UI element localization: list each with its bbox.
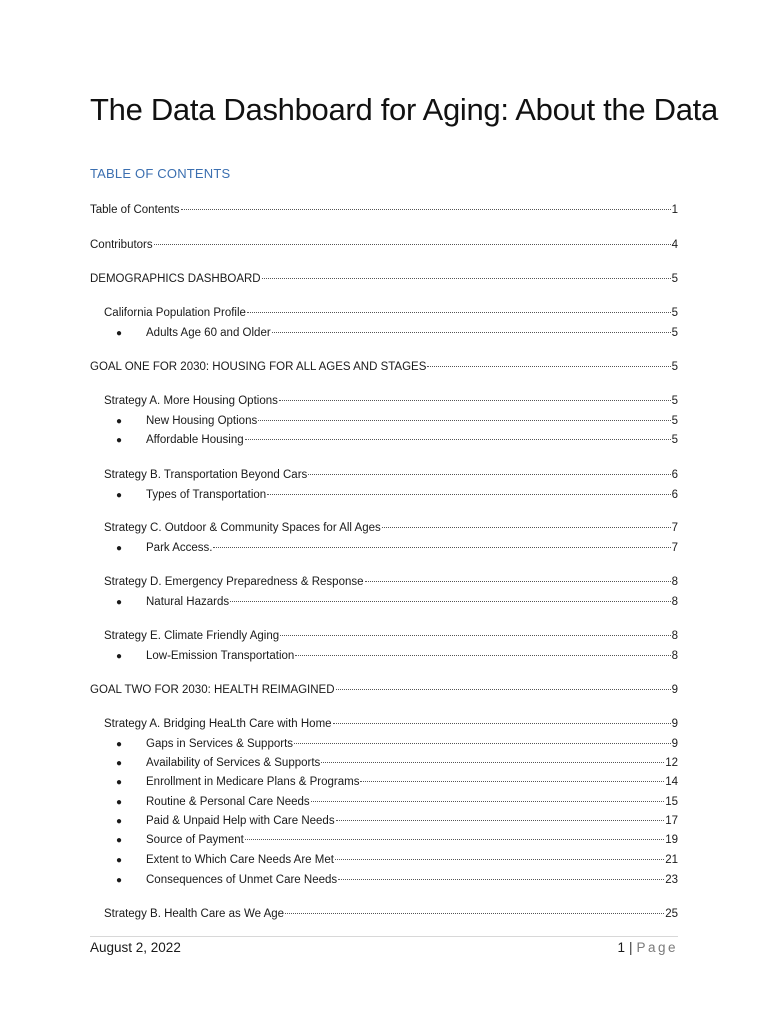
toc-entry[interactable]: [116, 487, 678, 503]
footer-page-indicator: [617, 940, 678, 955]
toc-page-number: 6: [671, 489, 678, 501]
toc-entry-text: Strategy A. Bridging HeaLth Care with Home: [104, 718, 332, 730]
bullet-icon: ●: [116, 597, 123, 608]
toc-entry[interactable]: [90, 359, 678, 375]
toc-page-number: 7: [671, 542, 678, 554]
toc-entry-text: Park Access.: [146, 542, 213, 554]
toc-page-number: 4: [671, 239, 678, 251]
toc-entry[interactable]: [116, 794, 678, 810]
bullet-icon: ●: [116, 816, 123, 827]
toc-entry[interactable]: [90, 237, 678, 253]
toc-entry-text: Strategy B. Transportation Beyond Cars: [104, 469, 308, 481]
dot-leader: [285, 912, 664, 914]
toc-page-number: 12: [665, 757, 678, 769]
dot-leader: [335, 858, 664, 860]
toc-entry[interactable]: [116, 813, 678, 829]
toc-page-number: 5: [671, 415, 678, 427]
dot-leader: [333, 722, 671, 724]
dot-leader: [338, 878, 664, 880]
toc-page-number: 9: [671, 684, 678, 696]
dot-leader: [321, 761, 664, 763]
toc-entry-text: Adults Age 60 and Older: [146, 327, 271, 339]
bullet-icon: ●: [116, 328, 123, 339]
toc-entry-text: Strategy C. Outdoor & Community Spaces for All Ages: [104, 522, 381, 534]
toc-entry-text: Strategy B. Health Care as We Age: [104, 908, 285, 920]
toc-page-number: 5: [671, 307, 678, 319]
dot-leader: [230, 600, 671, 602]
dot-leader: [279, 399, 671, 401]
toc-page-number: 14: [665, 776, 678, 788]
toc-entry[interactable]: [116, 872, 678, 888]
toc-page-number: 5: [671, 395, 678, 407]
toc-entry[interactable]: [90, 271, 678, 287]
toc-entry[interactable]: [116, 736, 678, 752]
bullet-icon: ●: [116, 651, 123, 662]
dot-leader: [360, 780, 664, 782]
toc-entry-text: Strategy D. Emergency Preparedness & Response: [104, 576, 364, 588]
toc-page-number: 25: [665, 908, 678, 920]
toc-entry[interactable]: [116, 648, 678, 664]
toc-page-number: 1: [671, 204, 678, 216]
toc-entry-text: Routine & Personal Care Needs: [146, 796, 310, 808]
toc-entry[interactable]: [104, 906, 678, 922]
toc-entry[interactable]: [104, 716, 678, 732]
dot-leader: [382, 526, 671, 528]
document-title: The Data Dashboard for Aging: About the Data: [90, 92, 718, 127]
bullet-icon: ●: [116, 777, 123, 788]
dot-leader: [295, 654, 670, 656]
toc-entry[interactable]: [104, 467, 678, 483]
toc-entry[interactable]: [116, 325, 678, 341]
dot-leader: [311, 800, 665, 802]
toc-entry[interactable]: [90, 202, 678, 218]
toc-page-number: 7: [671, 522, 678, 534]
toc-entry[interactable]: [116, 413, 678, 429]
bullet-icon: ●: [116, 739, 123, 750]
toc-entry[interactable]: [116, 755, 678, 771]
toc-entry-text: Affordable Housing: [146, 434, 244, 446]
toc-page-number: 21: [665, 854, 678, 866]
toc-page-number: 5: [671, 434, 678, 446]
bullet-icon: ●: [116, 435, 123, 446]
toc-entry-text: GOAL ONE FOR 2030: HOUSING FOR ALL AGES AND STAGES: [90, 361, 427, 373]
toc-page-number: 6: [671, 469, 678, 481]
dot-leader: [272, 331, 671, 333]
dot-leader: [308, 473, 670, 475]
toc-page-number: 9: [671, 718, 678, 730]
toc-heading: TABLE OF CONTENTS: [90, 166, 231, 181]
toc-entry[interactable]: [116, 594, 678, 610]
toc-entry[interactable]: [104, 393, 678, 409]
bullet-icon: ●: [116, 855, 123, 866]
dot-leader: [247, 311, 671, 313]
dot-leader: [213, 546, 670, 548]
dot-leader: [294, 742, 671, 744]
toc-entry-text: California Population Profile: [104, 307, 246, 319]
toc-entry-text: GOAL TWO FOR 2030: HEALTH REIMAGINED: [90, 684, 335, 696]
toc-entry-text: Contributors: [90, 239, 153, 251]
toc-page-number: 5: [671, 327, 678, 339]
toc-page-number: 9: [671, 738, 678, 750]
footer-divider: [90, 936, 678, 937]
toc-entry-text: DEMOGRAPHICS DASHBOARD: [90, 273, 261, 285]
toc-entry-text: Paid & Unpaid Help with Care Needs: [146, 815, 335, 827]
bullet-icon: ●: [116, 758, 123, 769]
dot-leader: [181, 208, 671, 210]
dot-leader: [267, 493, 670, 495]
toc-entry-text: Low-Emission Transportation: [146, 650, 295, 662]
toc-entry[interactable]: [104, 628, 678, 644]
toc-page-number: 8: [671, 650, 678, 662]
toc-page-number: 23: [665, 874, 678, 886]
dot-leader: [258, 419, 670, 421]
toc-entry-text: Gaps in Services & Supports: [146, 738, 294, 750]
toc-page-number: 8: [671, 576, 678, 588]
toc-entry[interactable]: [116, 832, 678, 848]
toc-page-number: 5: [671, 361, 678, 373]
bullet-icon: ●: [116, 543, 123, 554]
toc-entry[interactable]: [104, 574, 678, 590]
toc-entry-text: Source of Payment: [146, 834, 244, 846]
bullet-icon: ●: [116, 835, 123, 846]
toc-page-number: 8: [671, 630, 678, 642]
toc-page-number: 19: [665, 834, 678, 846]
toc-page-number: 5: [671, 273, 678, 285]
toc-entry-text: Strategy E. Climate Friendly Aging: [104, 630, 280, 642]
toc-entry-text: Extent to Which Care Needs Are Met: [146, 854, 334, 866]
bullet-icon: ●: [116, 490, 123, 501]
toc-entry-text: Availability of Services & Supports: [146, 757, 321, 769]
toc-entry[interactable]: [104, 520, 678, 536]
toc-page-number: 15: [665, 796, 678, 808]
footer-page-word: Page: [636, 940, 678, 955]
toc-entry-text: New Housing Options: [146, 415, 258, 427]
dot-leader: [280, 634, 670, 636]
footer-date: August 2, 2022: [90, 940, 181, 955]
bullet-icon: ●: [116, 416, 123, 427]
footer-separator: |: [628, 940, 633, 955]
toc-entry-text: Types of Transportation: [146, 489, 267, 501]
dot-leader: [245, 838, 664, 840]
dot-leader: [154, 243, 671, 245]
dot-leader: [336, 688, 671, 690]
toc-page-number: 8: [671, 596, 678, 608]
dot-leader: [262, 277, 671, 279]
toc-entry[interactable]: [116, 432, 678, 448]
toc-entry[interactable]: [116, 540, 678, 556]
toc-entry-text: Enrollment in Medicare Plans & Programs: [146, 776, 360, 788]
dot-leader: [365, 580, 671, 582]
toc-entry[interactable]: [116, 852, 678, 868]
toc-entry-text: Consequences of Unmet Care Needs: [146, 874, 338, 886]
toc-entry[interactable]: [90, 682, 678, 698]
toc-entry[interactable]: [104, 305, 678, 321]
toc-entry-text: Strategy A. More Housing Options: [104, 395, 278, 407]
toc-entry[interactable]: [116, 774, 678, 790]
toc-entry-text: Natural Hazards: [146, 596, 230, 608]
bullet-icon: ●: [116, 797, 123, 808]
footer-page-number: 1: [617, 940, 625, 955]
dot-leader: [427, 365, 670, 367]
bullet-icon: ●: [116, 875, 123, 886]
toc-page-number: 17: [665, 815, 678, 827]
dot-leader: [245, 438, 671, 440]
toc-entry-text: Table of Contents: [90, 204, 180, 216]
dot-leader: [336, 819, 665, 821]
